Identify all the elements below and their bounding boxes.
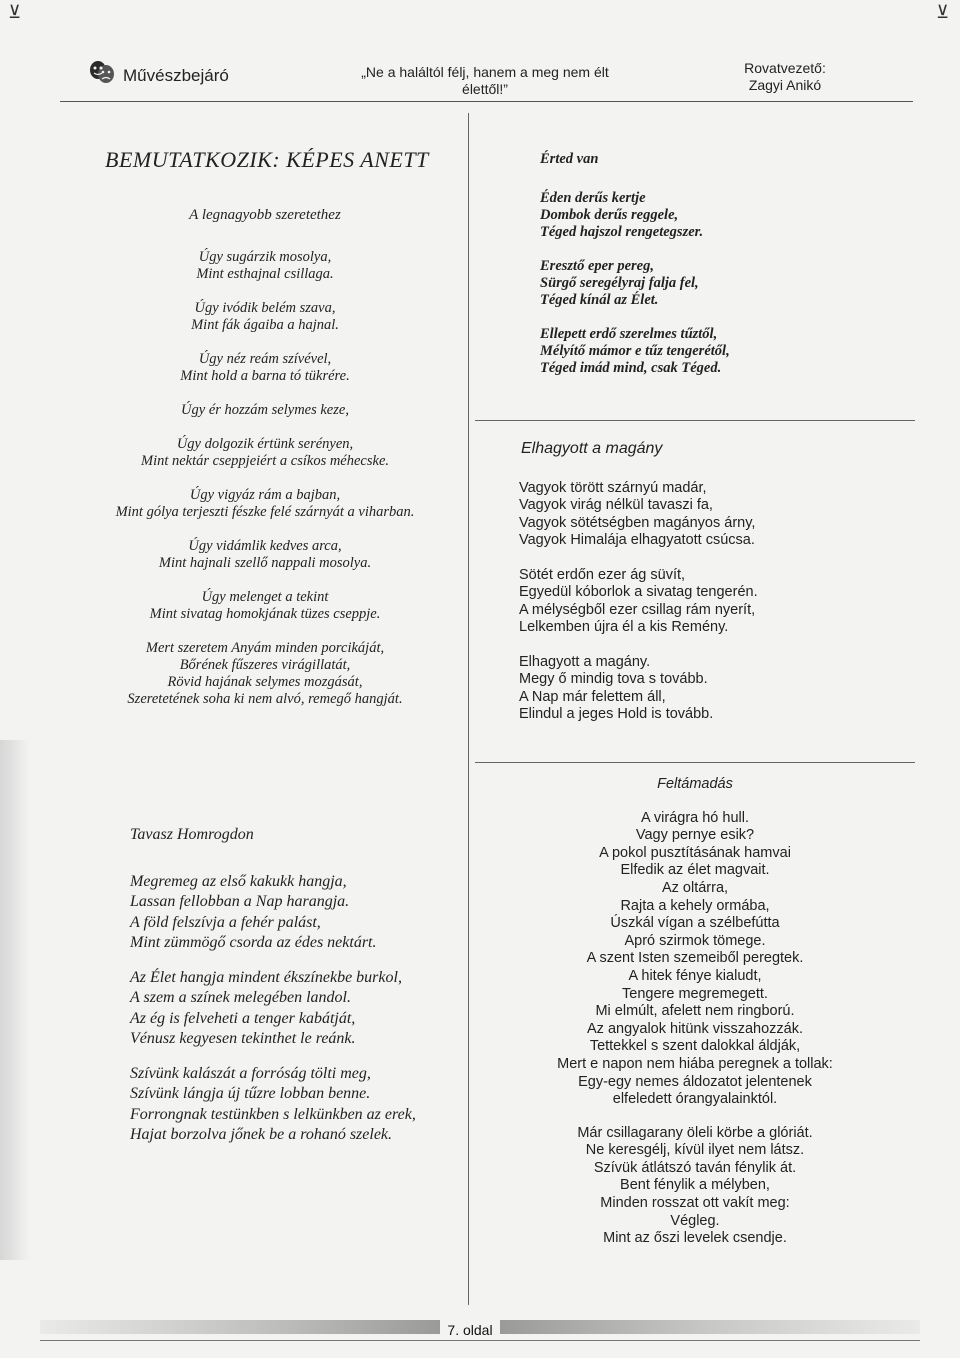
footer-bar <box>500 1320 920 1334</box>
header-quote-line: „Ne a haláltól félj, hanem a meg nem élt <box>361 64 609 80</box>
editor-label: Rovatvezető: <box>744 60 826 76</box>
poem-line: Vagyok virág nélkül tavaszi fa, <box>519 497 713 513</box>
poem-title: Érted van <box>540 151 599 167</box>
stanza <box>80 640 450 708</box>
poem-tavasz-homrogdon <box>130 825 460 1160</box>
stanza <box>80 402 450 419</box>
poem-line: Mint zümmögő csorda az édes nektárt. <box>130 934 377 951</box>
poem-line: Szeretetének soha ki nem alvó, remegő hangját. <box>127 691 403 707</box>
poem-line: Úgy dolgozik értünk serényen, <box>176 436 354 452</box>
poem-line: Lelkemben újra él a kis Remény. <box>519 619 729 635</box>
poem-line: Mint hajnali szellő nappali mosolya. <box>158 555 372 571</box>
poem-line: Az Élet hangja mindent ékszínekbe burkol, <box>130 968 402 986</box>
poem-line: A szent Isten szemeiből peregtek. <box>586 950 804 967</box>
poem-line: Mint sivatag homokjának tüzes cseppje. <box>149 606 381 622</box>
poem-line: Mint hold a barna tó tükrére. <box>180 368 350 384</box>
poem-line: Hajat borzolva jőnek be a rohanó szelek. <box>130 1126 393 1143</box>
poem-elhagyott-a-magany <box>519 440 919 741</box>
poem-line: A virágra hó hull. <box>640 809 749 826</box>
poem-line: Téged imád mind, csak Téged. <box>540 360 722 376</box>
poem-line: Bent fénylik a mélyben, <box>620 1177 770 1194</box>
poem-line: Vagyok sötétségben magányos árny, <box>519 514 756 531</box>
poem-line: Elfedik az élet magvait. <box>620 862 770 879</box>
stanza <box>540 258 900 309</box>
poem-line: Ne keresgélj, kívül ilyet nem látsz. <box>585 1142 805 1159</box>
poem-line: A hitek fénye kialudt, <box>628 967 762 984</box>
poem-line: Úgy sugárzik mosolya, <box>198 249 332 265</box>
poem-title: A legnagyobb szeretethez <box>189 207 341 223</box>
poem-line: Megremeg az első kakukk hangja, <box>130 872 347 890</box>
poem-line: Mint gólya terjeszti fészke felé szárnyát a viharban. <box>115 504 415 520</box>
right-divider <box>475 762 915 763</box>
poem-line: A mélységből ezer csillag rám nyerít, <box>519 601 756 618</box>
stanza <box>130 968 460 1050</box>
poem-line: Mélyítő mámor e tűz tengerétől, <box>540 343 730 359</box>
stanza <box>540 190 900 241</box>
header-divider <box>60 101 913 102</box>
header-quote <box>330 64 640 98</box>
poem-stanzas <box>475 810 915 1248</box>
poem-line: Mint az őszi levelek csendje. <box>603 1230 787 1247</box>
poem-line: Mert szeretem Anyám minden porcikáját, <box>145 640 385 656</box>
poem-line: Úgy melenget a tekint <box>201 589 329 605</box>
poem-line: Mint esthajnal csillaga. <box>196 266 334 282</box>
poem-line: Forrongnak testünkben s lelkünkben az erek, <box>130 1105 416 1123</box>
poem-a-legnagyobb-szeretethez <box>80 207 450 725</box>
poem-line: Mi elmúlt, afelett nem ringború. <box>595 1003 795 1020</box>
poem-line: Eresztő eper pereg, <box>540 258 654 274</box>
poem-line: Úgy ivódik belém szava, <box>194 300 336 316</box>
poem-line: Vagyok Himalája elhagyatott csúcsa. <box>519 532 755 548</box>
poem-line: Vagy pernye esik? <box>635 827 755 844</box>
section-brand: Művészbejáró <box>123 66 229 85</box>
poem-line: Téged hajszol rengetegszer. <box>540 224 704 240</box>
poem-stanzas <box>80 249 450 708</box>
right-divider <box>475 420 915 421</box>
stanza <box>80 487 450 521</box>
editor-name: Zagyi Anikó <box>748 77 822 93</box>
poem-line: Éden derűs kertje <box>540 190 646 206</box>
poem-erted-van <box>540 151 900 394</box>
poem-line: Bőrének fűszeres virágillatát, <box>179 657 351 673</box>
poem-line: Sötét erdőn ezer ág süvít, <box>519 566 686 583</box>
footer-bar <box>40 1320 440 1334</box>
poem-line: Rövid hajának selymes mozgását, <box>167 674 363 690</box>
footer-divider <box>40 1340 920 1341</box>
poem-line: elfeledett órangyalainktól. <box>612 1091 778 1108</box>
stanza <box>475 1125 915 1248</box>
poem-line: Egyedül kóborlok a sivatag tengerén. <box>519 584 758 600</box>
poem-line: Elhagyott a magány. <box>519 653 651 670</box>
stanza <box>80 436 450 470</box>
poem-title: Feltámadás <box>657 776 733 792</box>
poem-stanzas <box>540 190 900 377</box>
stanza <box>80 351 450 385</box>
corner-mark-right: ⊻ <box>936 2 950 23</box>
poem-line: Úgy ér hozzám selymes keze, <box>181 402 349 418</box>
stanza <box>80 249 450 283</box>
poem-title: Tavasz Homrogdon <box>130 826 254 843</box>
poem-title: Elhagyott a magány <box>521 440 663 457</box>
poem-line: Az ég is felveheti a tenger kabátját, <box>130 1009 356 1027</box>
poem-line: Úgy vigyáz rám a bajban, <box>189 487 341 503</box>
poem-line: Ellepett erdő szerelmes tűztől, <box>540 326 718 342</box>
stanza <box>519 654 919 724</box>
poem-line: Mint fák ágaiba a hajnal. <box>191 317 339 333</box>
poem-line: Úgy néz reám szívével, <box>198 351 332 367</box>
poem-line: Apró szirmok tömege. <box>624 932 766 949</box>
section-title: BEMUTATKOZIK: KÉPES ANETT <box>105 147 429 172</box>
poem-line: Úgy vidámlik kedves arca, <box>188 538 342 554</box>
column-divider <box>468 113 469 1305</box>
poem-line: Dombok derűs reggele, <box>540 207 679 223</box>
stanza <box>475 810 915 1109</box>
poem-line: Mint nektár cseppjeiért a csíkos méhecske. <box>140 453 390 469</box>
poem-line: Elindul a jeges Hold is tovább. <box>519 706 714 722</box>
poem-line: Lassan fellobban a Nap harangja. <box>130 893 350 910</box>
poem-line: A föld felszívja a fehér palást, <box>130 913 321 931</box>
poem-line: A pokol pusztításának hamvai <box>599 844 791 861</box>
poem-line: Szívünk kalászát a forróság tölti meg, <box>130 1064 371 1082</box>
poem-stanzas <box>519 480 919 724</box>
poem-line: Minden rosszat ott vakít meg: <box>600 1195 790 1212</box>
poem-line: Sürgő seregélyraj falja fel, <box>540 275 699 291</box>
poem-line: A Nap már felettem áll, <box>519 688 666 705</box>
poem-line: Megy ő mindig tova s tovább. <box>519 671 708 687</box>
page-number: 7. oldal <box>440 1322 500 1338</box>
poem-line: Rajta a kehely ormába, <box>620 897 770 914</box>
poem-feltamadas <box>475 776 915 1264</box>
poem-line: Téged kínál az Élet. <box>540 292 659 308</box>
stanza <box>80 538 450 572</box>
poem-line: Vénusz kegyesen tekinthet le reánk. <box>130 1030 356 1047</box>
poem-line: A szem a színek melegében landol. <box>130 989 351 1006</box>
stanza <box>80 589 450 623</box>
stanza <box>519 567 919 637</box>
poem-line: Egy-egy nemes áldozatot jelentenek <box>578 1073 812 1090</box>
poem-line: Vagyok törött szárnyú madár, <box>519 479 707 496</box>
stanza <box>130 1064 460 1146</box>
stanza <box>130 872 460 954</box>
poem-line: Már csillagarany öleli körbe a glóriát. <box>577 1124 813 1141</box>
poem-line: Mert e napon nem hiába peregnek a tollak: <box>557 1055 833 1072</box>
poem-line: Tettekkel s szent dalokkal áldják, <box>589 1038 801 1055</box>
poem-line: Szívük átlátszó taván fénylik át. <box>593 1159 797 1176</box>
header-editor <box>700 60 870 94</box>
poem-line: Az angyalok hitünk visszahozzák. <box>587 1020 803 1037</box>
theater-masks-icon <box>88 58 116 86</box>
poem-stanzas <box>130 872 460 1146</box>
stanza <box>519 480 919 550</box>
scan-shadow <box>0 740 30 1260</box>
poem-line: Az oltárra, <box>661 879 729 896</box>
stanza <box>80 300 450 334</box>
poem-line: Tengere megremegett. <box>622 985 768 1002</box>
poem-line: Úszkál vígan a szélbefútta <box>610 915 780 932</box>
header-quote-line: élettől!” <box>462 81 508 97</box>
poem-line: Végleg. <box>670 1212 720 1229</box>
stanza <box>540 326 900 377</box>
corner-mark-left: ⊻ <box>8 2 22 23</box>
poem-line: Szívünk lángja új tűzre lobban benne. <box>130 1085 371 1102</box>
